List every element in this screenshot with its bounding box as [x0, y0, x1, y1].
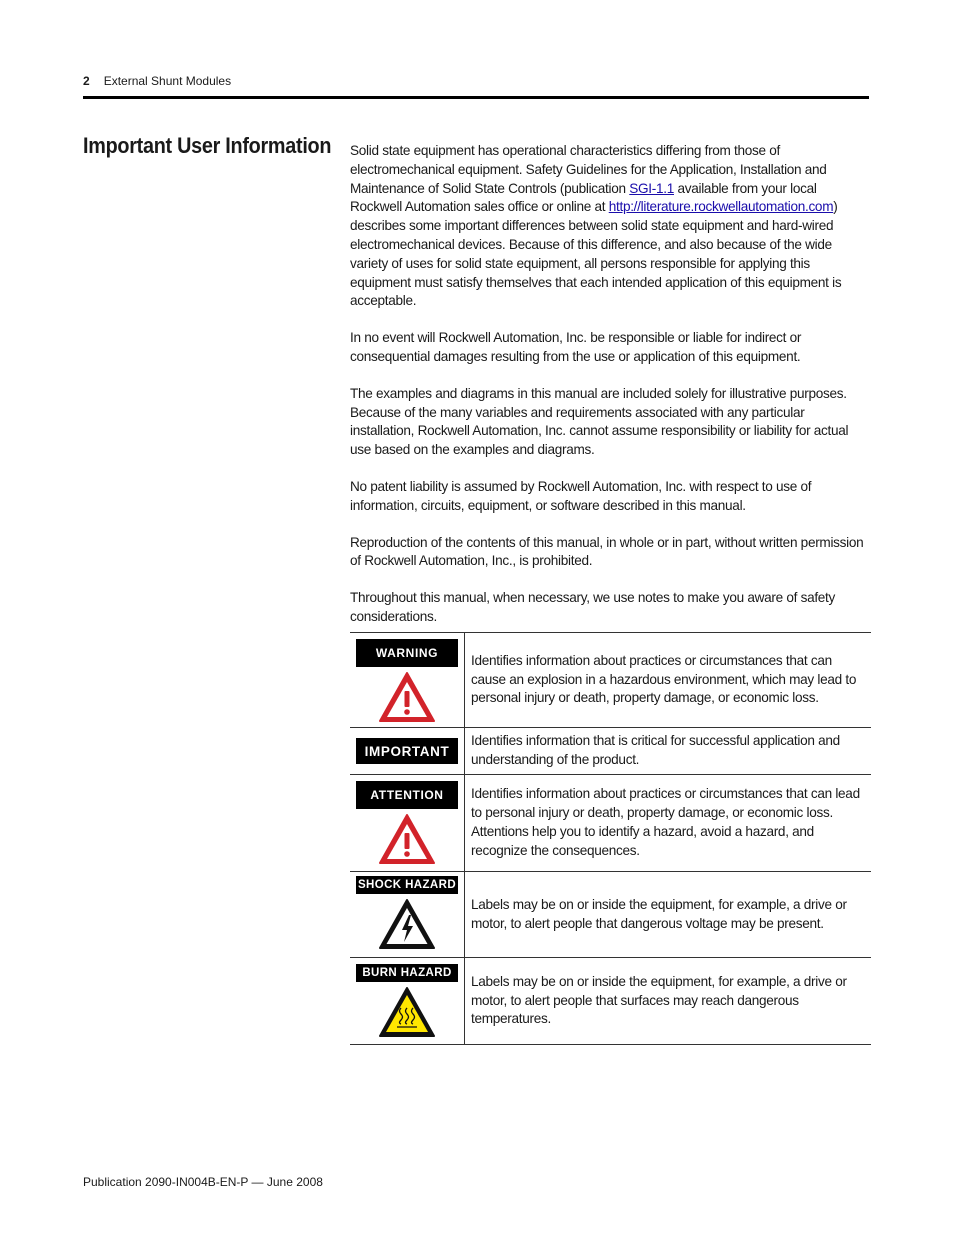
paragraph-6: Throughout this manual, when necessary, we use notes to make you aware of safety considerations.	[350, 590, 836, 624]
notice-icon-cell	[350, 728, 465, 774]
notice-icon-cell	[350, 958, 465, 1044]
notice-description: Identifies information that is critical for successful application and understanding of the product.	[471, 733, 840, 767]
section-title: External Shunt Modules	[103, 74, 232, 88]
paragraph-5: Reproduction of the contents of this manual, in whole or in part, without written permission of Rockwell Automation, Inc., is prohibited.	[350, 534, 864, 569]
paragraph-2: In no event will Rockwell Automation, Inc. be responsible or liable for indirect or consequential damages resulting from the use or application of this equipment.	[350, 330, 802, 364]
warning-label: WARNING	[356, 639, 458, 667]
literature-link[interactable]: http://literature.rockwellautomation.com	[608, 199, 834, 215]
important-label: IMPORTANT	[356, 738, 458, 764]
sgi-link[interactable]: SGI-1.1	[629, 180, 674, 196]
burn-hazard-label: BURN HAZARD	[356, 964, 458, 982]
hot-surface-icon	[378, 986, 436, 1038]
electric-shock-icon	[378, 898, 436, 950]
notice-description: Identifies information about practices or circumstances that can lead to personal injury or death, property damage, or economic loss. Attentions help you to identify a hazard, avoid a hazard, and recognize the consequences.	[471, 786, 860, 858]
paragraph-1	[350, 142, 870, 311]
notice-description: Labels may be on or inside the equipment, for example, a drive or motor, to alert people that dangerous voltage may be present.	[471, 896, 847, 931]
notice-description: Identifies information about practices or circumstances that can cause an explosion in a hazardous environment, which may lead to personal injury or death, property damage, or economic loss.	[471, 652, 857, 706]
paragraph-1-part-c: ) describes some important differences between solid state equipment and hard-wired electromechanical devices. Because of this difference, and also because of the wide variety of uses for solid state equipment, all persons responsible for applying this equipment must satisfy themselves that each intended application of this equipment is acceptable.	[350, 199, 842, 309]
header-rule	[83, 96, 869, 99]
notice-icon-cell	[350, 633, 465, 727]
paragraph-1-part-a: Solid state equipment has operational characteristics differing from those of electromechanical equipment. Safety Guidelines for the Application, Installation and Maintenance of Solid State Controls (publication	[350, 143, 827, 196]
shock-hazard-label: SHOCK HAZARD	[356, 876, 458, 894]
notice-row-attention	[350, 775, 871, 872]
notice-row-burn-hazard	[350, 958, 871, 1045]
body-text	[350, 142, 870, 645]
attention-label: ATTENTION	[356, 781, 458, 809]
notice-icon-cell	[350, 872, 465, 957]
notice-description: Labels may be on or inside the equipment, for example, a drive or motor, to alert people that surfaces may reach dangerous temperatures.	[471, 973, 847, 1027]
notice-row-shock-hazard	[350, 872, 871, 958]
page-number: 2	[83, 74, 90, 88]
safety-notice-table	[350, 632, 871, 1045]
publication-footer: Publication 2090-IN004B-EN-P — June 2008	[83, 1175, 323, 1189]
notice-row-important	[350, 728, 871, 775]
page-title: Important User Information	[83, 133, 332, 158]
running-header	[83, 74, 231, 88]
warning-triangle-icon	[378, 671, 436, 723]
notice-row-warning	[350, 633, 871, 728]
paragraph-4: No patent liability is assumed by Rockwell Automation, Inc. with respect to use of information, circuits, equipment, or software described in this manual.	[350, 478, 812, 513]
notice-icon-cell	[350, 775, 465, 871]
paragraph-1-part-b: available from your local Rockwell Automation sales office or online at	[350, 180, 817, 215]
paragraph-3: The examples and diagrams in this manual are included solely for illustrative purposes. Because of the many variables and requirements associated with any particular installation, Rockwell Automation, Inc. cannot assume responsibility or liability for actual use based on the examples and diagrams.	[350, 385, 849, 458]
warning-triangle-icon	[378, 813, 436, 865]
